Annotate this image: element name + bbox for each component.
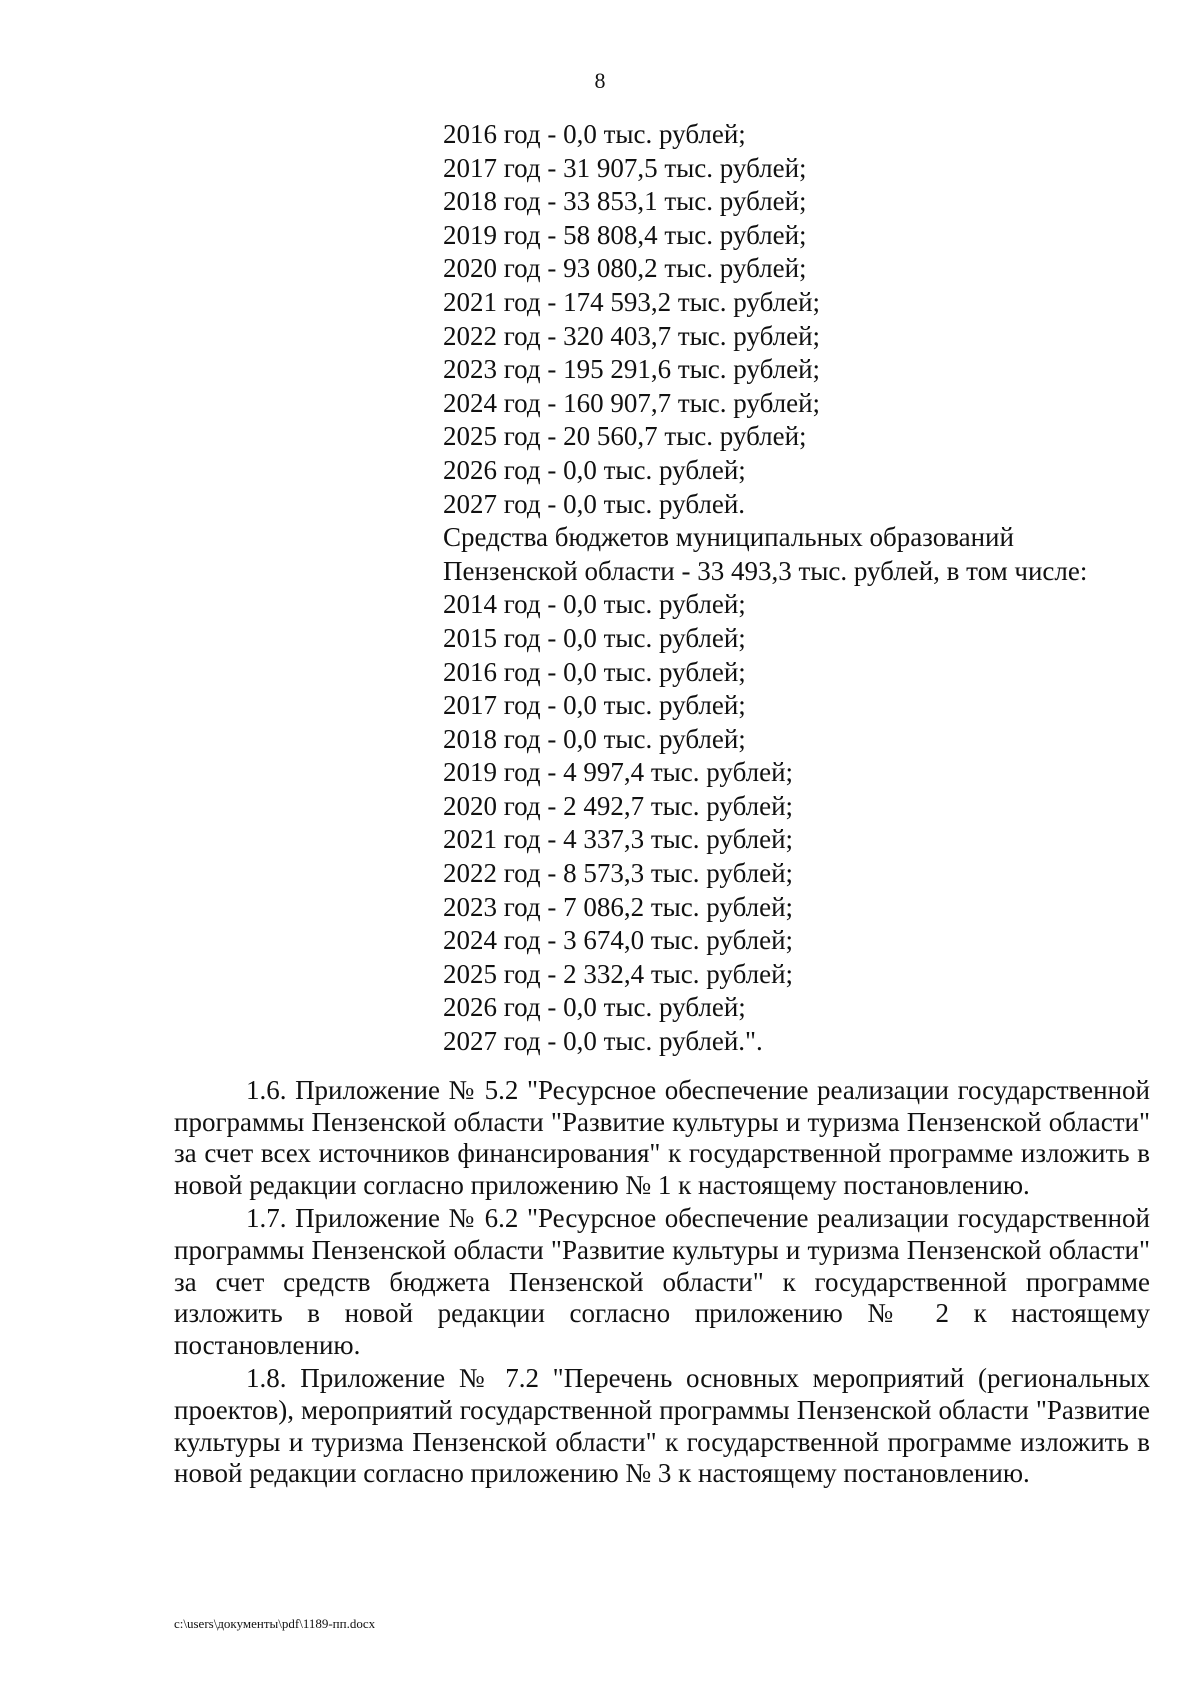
budget-line: 2023 год - 7 086,2 тыс. рублей;: [443, 891, 794, 922]
page-number: 8: [594, 68, 606, 93]
budget-line: 2027 год - 0,0 тыс. рублей.: [443, 488, 746, 519]
budget-line: 2022 год - 320 403,7 тыс. рублей;: [443, 320, 821, 351]
paragraph-1-6: 1.6. Приложение № 5.2 "Ресурсное обеспечение реализации государственной программы Пензенской области "Развитие культуры и туризма Пензенской области" за счет всех источников финансирования" к государственной программе изложить в новой редакции согласно приложению № 1 к настоящему постановлению.: [174, 1075, 1150, 1200]
budget-line: 2014 год - 0,0 тыс. рублей;: [443, 589, 746, 620]
budget-line: 2022 год - 8 573,3 тыс. рублей;: [443, 858, 794, 889]
budget-line: 2020 год - 93 080,2 тыс. рублей;: [443, 253, 807, 284]
budget-line: 2016 год - 0,0 тыс. рублей;: [443, 656, 746, 687]
budget-line: 2024 год - 3 674,0 тыс. рублей;: [443, 925, 794, 956]
paragraph-1-8: 1.8. Приложение № 7.2 "Перечень основных мероприятий (региональных проектов), мероприятий государственной программы Пензенской области "Развитие культуры и туризма Пензенской области" к государственной программе изложить в новой редакции согласно приложению № 3 к настоящему постановлению.: [174, 1363, 1150, 1489]
budget-line: 2026 год - 0,0 тыс. рублей;: [443, 454, 746, 485]
budget-line: 2021 год - 4 337,3 тыс. рублей;: [443, 824, 794, 855]
budget-line: 2024 год - 160 907,7 тыс. рублей;: [443, 387, 821, 418]
footer-file-path: c:\users\документы\pdf\1189-пп.docx: [174, 1616, 376, 1631]
budget-line: 2017 год - 31 907,5 тыс. рублей;: [443, 152, 807, 183]
budget-line: 2018 год - 33 853,1 тыс. рублей;: [443, 186, 807, 217]
budget-line: 2026 год - 0,0 тыс. рублей;: [443, 992, 746, 1023]
paragraph-1-7: 1.7. Приложение № 6.2 "Ресурсное обеспечение реализации государственной программы Пензенской области "Развитие культуры и туризма Пензенской области" за счет средств бюджета Пензенской области" к государственной программе изложить в новой редакции согласно приложению № 2 к настоящему постановлению.: [174, 1203, 1150, 1360]
budget-line: 2016 год - 0,0 тыс. рублей;: [443, 119, 746, 149]
budget-line: 2019 год - 58 808,4 тыс. рублей;: [443, 219, 807, 250]
budget-line: 2021 год - 174 593,2 тыс. рублей;: [443, 286, 821, 317]
budget-line: 2015 год - 0,0 тыс. рублей;: [443, 622, 746, 653]
budget-line: 2018 год - 0,0 тыс. рублей;: [443, 723, 746, 754]
budget-line: 2020 год - 2 492,7 тыс. рублей;: [443, 790, 794, 821]
budget-section-heading: Пензенской области - 33 493,3 тыс. рублей, в том числе:: [443, 555, 1088, 586]
amendment-paragraphs: [174, 1075, 1150, 1492]
budget-line: 2025 год - 20 560,7 тыс. рублей;: [443, 421, 807, 452]
budget-line: 2025 год - 2 332,4 тыс. рублей;: [443, 958, 794, 989]
budget-line: 2017 год - 0,0 тыс. рублей;: [443, 690, 746, 721]
budget-line: 2019 год - 4 997,4 тыс. рублей;: [443, 757, 794, 788]
budget-list: [443, 118, 1143, 1059]
budget-line: 2023 год - 195 291,6 тыс. рублей;: [443, 354, 821, 385]
budget-line: 2027 год - 0,0 тыс. рублей.".: [443, 1026, 763, 1057]
budget-section-heading: Средства бюджетов муниципальных образований: [443, 522, 1014, 553]
